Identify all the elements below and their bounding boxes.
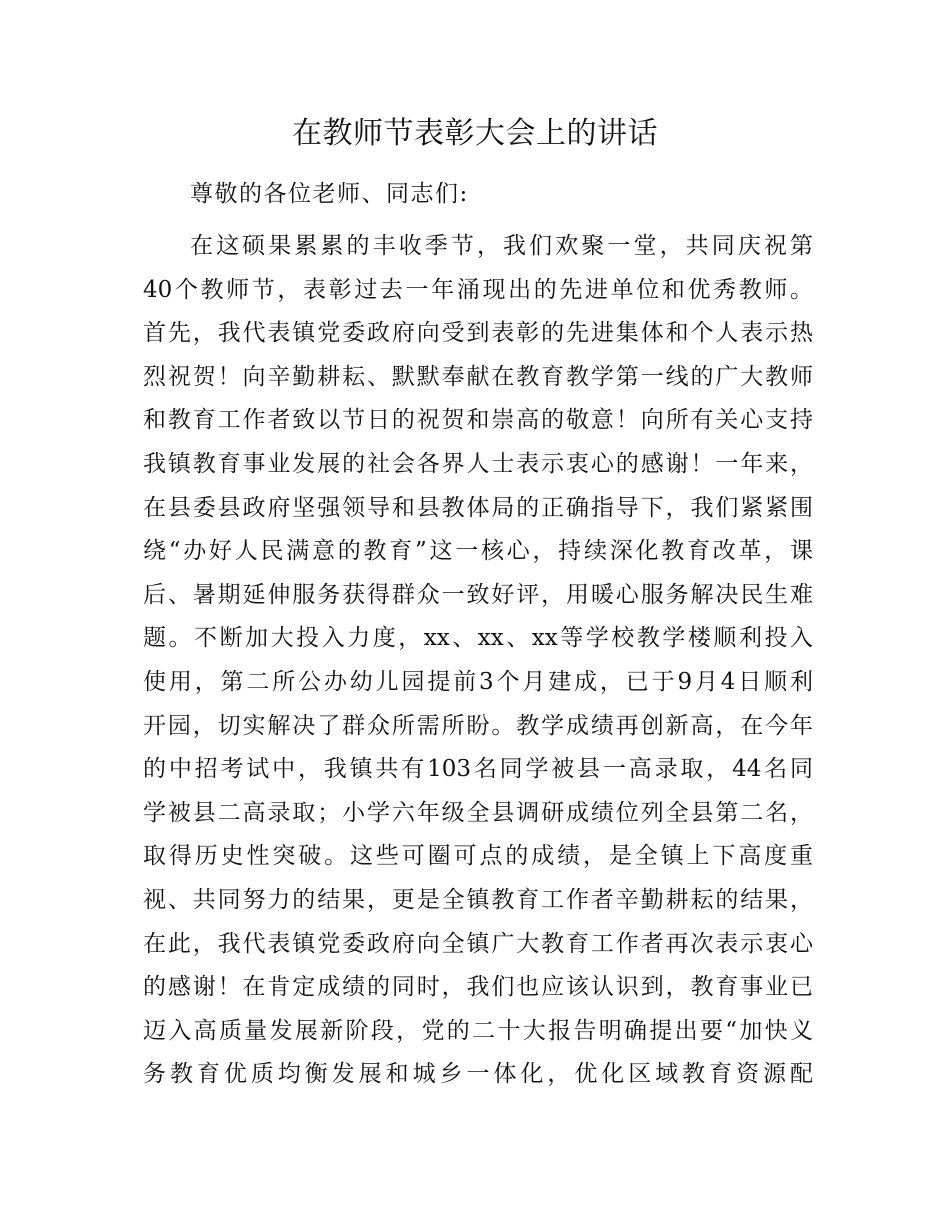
body-line: 的感谢！在肯定成绩的同时，我们也应该认识到，教育事业已	[143, 974, 813, 1001]
body-line: 学被县二高录取；小学六年级全县调研成绩位列全县第二名，	[143, 799, 813, 826]
body-line: 视、共同努力的结果，更是全镇教育工作者辛勤耕耘的结果，	[143, 886, 813, 913]
body-line: 和教育工作者致以节日的祝贺和崇高的敬意！向所有关心支持	[143, 407, 813, 434]
body-line: 使用，第二所公办幼儿园提前3个月建成，已于9月4日顺利	[143, 668, 813, 695]
body-line: 我镇教育事业发展的社会各界人士表示衷心的感谢！一年来，	[143, 450, 813, 477]
body-line: 在县委县政府坚强领导和县教体局的正确指导下，我们紧紧围	[143, 494, 813, 521]
body-line: 40个教师节，表彰过去一年涌现出的先进单位和优秀教师。	[143, 276, 813, 303]
body-line: 题。不断加大投入力度，xx、xx、xx等学校教学楼顺利投入	[143, 625, 813, 652]
speech-body	[143, 225, 813, 1097]
body-line: 的中招考试中，我镇共有103名同学被县一高录取，44名同	[143, 756, 813, 783]
body-line: 在此，我代表镇党委政府向全镇广大教育工作者再次表示衷心	[143, 930, 813, 957]
body-line: 首先，我代表镇党委政府向受到表彰的先进集体和个人表示热	[143, 320, 813, 347]
body-line: 开园，切实解决了群众所需所盼。教学成绩再创新高，在今年	[143, 712, 813, 739]
document-title: 在教师节表彰大会上的讲话	[292, 116, 658, 151]
body-line: 取得历史性突破。这些可圈可点的成绩，是全镇上下高度重	[143, 843, 813, 870]
body-line: 迈入高质量发展新阶段，党的二十大报告明确提出要“加快义	[143, 1017, 813, 1044]
body-line: 绕“办好人民满意的教育”这一核心，持续深化教育改革，课	[143, 538, 813, 565]
body-line: 后、暑期延伸服务获得群众一致好评，用暖心服务解决民生难	[143, 581, 813, 608]
salutation: 尊敬的各位老师、同志们:	[190, 181, 469, 207]
body-line: 在这硕果累累的丰收季节，我们欢聚一堂，共同庆祝第	[190, 233, 813, 259]
body-line: 务教育优质均衡发展和城乡一体化，优化区域教育资源配	[143, 1061, 813, 1088]
body-line: 烈祝贺！向辛勤耕耘、默默奉献在教育教学第一线的广大教师	[143, 363, 813, 390]
